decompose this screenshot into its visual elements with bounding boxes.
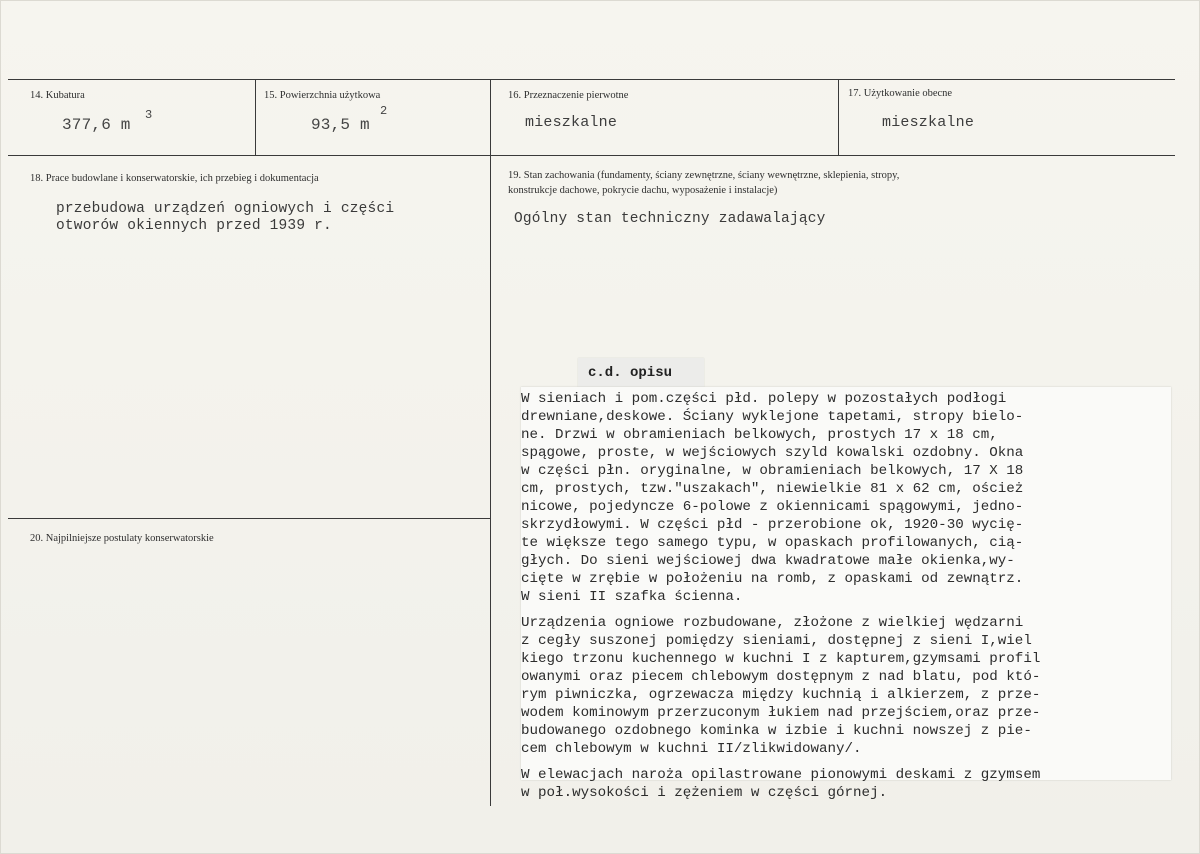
slip-line: w części płn. oryginalne, w obramieniach belkowych, 17 X 18: [521, 463, 1024, 479]
field-15-exponent: 2: [380, 104, 388, 118]
field-14-label: 14. Kubatura: [30, 90, 85, 101]
slip-line: W sieniach i pom.części płd. polepy w pozostałych podłogi: [521, 391, 1007, 407]
continuation-slip-header: [578, 358, 704, 388]
field-18-line-1: przebudowa urządzeń ogniowych i części: [56, 201, 395, 217]
slip-line: kiego trzonu kuchennego w kuchni I z kapturem,gzymsami profil: [521, 651, 1041, 667]
slip-paragraph: [521, 390, 1040, 606]
continuation-title: c.d. opisu: [588, 365, 673, 381]
field-20-label: 20. Najpilniejsze postulaty konserwatorskie: [30, 533, 214, 544]
section-rule-left: [8, 518, 490, 519]
field-18-line-2: otworów okiennych przed 1939 r.: [56, 218, 332, 234]
field-15-label: 15. Powierzchnia użytkowa: [264, 90, 381, 101]
slip-line: cm, prostych, tzw."uszakach", niewielkie 81 x 62 cm, oścież: [521, 481, 1024, 497]
col-rule-1: [255, 79, 256, 155]
slip-line: Urządzenia ogniowe rozbudowane, złożone z wielkiej wędzarni: [521, 615, 1024, 631]
continuation-slip: [521, 387, 1171, 801]
slip-line: budowanego ozdobnego kominka w izbie i kuchni nowszej z pie-: [521, 723, 1032, 739]
field-14-exponent: 3: [145, 108, 153, 122]
slip-line: drewniane,deskowe. Ściany wyklejone tapetami, stropy bielo-: [521, 409, 1024, 425]
row-rule: [8, 155, 1175, 156]
field-17-value: mieszkalne: [882, 114, 975, 131]
field-19-value: Ogólny stan techniczny zadawalający: [514, 211, 826, 227]
slip-line: owanymi oraz piecem chlebowym dostępnym z nad blatu, pod któ-: [521, 669, 1041, 685]
field-19-label-line-2: konstrukcje dachowe, pokrycie dachu, wyposażenie i instalacje): [508, 185, 778, 196]
field-15-value: 93,5 m: [311, 116, 370, 134]
slip-line: z cegły suszonej pomiędzy sieniami, dostępnej z sieni I,wiel: [521, 633, 1032, 649]
field-16-value: mieszkalne: [525, 114, 618, 131]
slip-line: ne. Drzwi w obramieniach belkowych, prostych 17 x 18 cm,: [521, 427, 998, 443]
slip-paragraph: [521, 614, 1040, 758]
top-rule: [8, 79, 1175, 80]
continuation-text: [521, 390, 1040, 802]
col-rule-2: [490, 79, 491, 806]
slip-line: skrzydłowymi. W części płd - przerobione ok, 1920-30 wycię-: [521, 517, 1024, 533]
slip-line: rym piwniczka, ogrzewacza między kuchnią i alkierzem, z prze-: [521, 687, 1041, 703]
slip-line: w poł.wysokości i zężeniem w części górnej.: [521, 785, 888, 801]
slip-line: cięte w zrębie w położeniu na romb, z opaskami od zewnątrz.: [521, 571, 1024, 587]
col-rule-3: [838, 79, 839, 155]
slip-line: cem chlebowym w kuchni II/zlikwidowany/.: [521, 741, 862, 757]
field-19-label-line-1: 19. Stan zachowania (fundamenty, ściany zewnętrzne, ściany wewnętrzne, sklepienia, stropy,: [508, 170, 900, 181]
slip-line: wodem kominowym przerzuconym łukiem nad przejściem,oraz prze-: [521, 705, 1041, 721]
field-17-label: 17. Użytkowanie obecne: [848, 88, 953, 99]
slip-line: W elewacjach naroża opilastrowane pionowymi deskami z gzymsem: [521, 767, 1041, 783]
slip-paragraph: [521, 766, 1040, 802]
field-18-label: 18. Prace budowlane i konserwatorskie, ich przebieg i dokumentacja: [30, 173, 319, 184]
field-14-value: 377,6 m: [62, 116, 131, 134]
slip-line: spągowe, proste, w wejściowych szyld kowalski ozdobny. Okna: [521, 445, 1024, 461]
slip-line: W sieni II szafka ścienna.: [521, 589, 743, 605]
slip-line: nicowe, pojedyncze 6-polowe z okiennicami spągowymi, jedno-: [521, 499, 1024, 515]
field-16-label: 16. Przeznaczenie pierwotne: [508, 90, 629, 101]
slip-line: te większe tego samego typu, w opaskach profilowanych, cią-: [521, 535, 1024, 551]
slip-line: głych. Do sieni wejściowej dwa kwadratowe małe okienka,wy-: [521, 553, 1015, 569]
